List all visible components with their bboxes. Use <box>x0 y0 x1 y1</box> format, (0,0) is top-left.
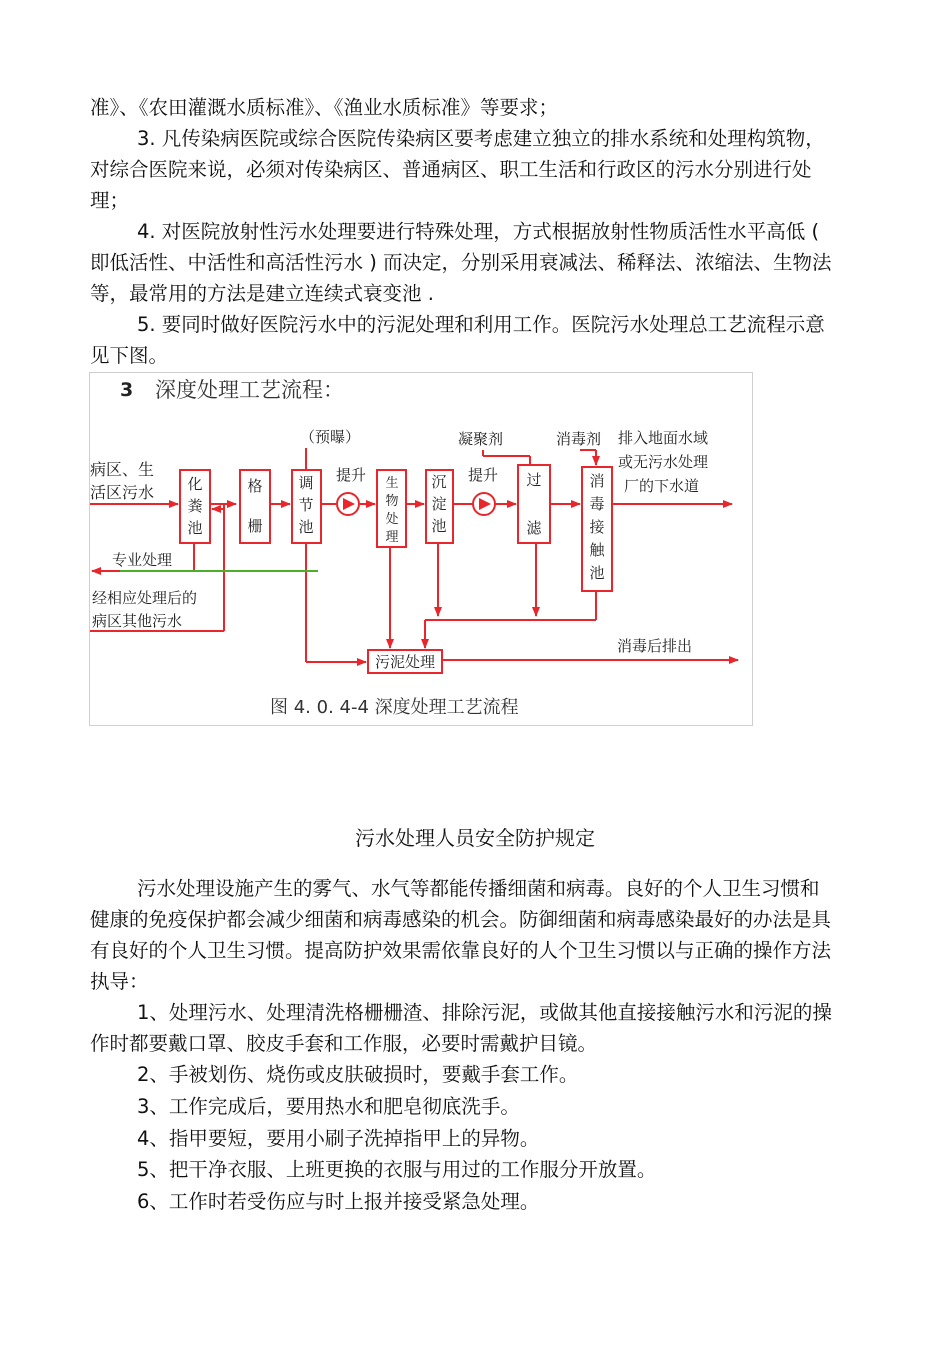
rule-1: 1、处理污水、处理清洗格栅栅渣、排除污泥，或做其他直接接触污水和污泥的操作时都要戴口罩、胶皮手套和工作服，必要时需戴护目镜。 <box>90 1001 832 1055</box>
lift-label-2: 提升 <box>468 466 499 484</box>
figure-heading: 深度处理工艺流程： <box>155 378 344 402</box>
adjust-char-2: 节 <box>298 496 314 514</box>
filter-char-2: 滤 <box>526 519 542 537</box>
disinfect-char-4: 触 <box>589 541 605 559</box>
bio-char-3: 处 <box>385 512 399 527</box>
bio-char-1: 生 <box>385 476 399 491</box>
coagulant-label: 凝聚剂 <box>458 430 504 448</box>
section-title: 污水处理人员安全防护规定 <box>355 826 595 850</box>
discharge-label-1: 排入地面水域 <box>618 429 709 447</box>
sludge-box-label: 污泥处理 <box>374 653 436 671</box>
paragraph-item-3: 3. 凡传染病医院或综合医院传染病区要考虑建立独立的排水系统和处理构筑物，对综合医院来说，必须对传染病区、普通病区、职工生活和行政区的污水分别进行处理； <box>90 127 825 212</box>
other-waste-label-2: 病区其他污水 <box>92 612 183 630</box>
rule-6: 6、工作时若受伤应与时上报并接受紧急处理。 <box>137 1190 540 1213</box>
disinfect-char-3: 接 <box>589 518 605 536</box>
grille-char-2: 栅 <box>247 517 263 535</box>
discharge-label-3: 厂的下水道 <box>624 477 700 495</box>
settle-char-1: 沉 <box>431 473 447 491</box>
paragraph-item-5: 5. 要同时做好医院污水中的污泥处理和利用工作。医院污水处理总工艺流程示意见下图。 <box>90 313 825 367</box>
special-treatment-label: 专业处理 <box>112 551 173 569</box>
lift-label-1: 提升 <box>336 466 367 484</box>
adjust-char-3: 池 <box>298 518 314 536</box>
rule-2: 2、手被划伤、烧伤或皮肤破损时，要戴手套工作。 <box>137 1063 579 1086</box>
septic-char-2: 粪 <box>187 497 203 515</box>
disinfect-char-1: 消 <box>589 472 605 490</box>
disinfectant-label: 消毒剂 <box>556 430 602 448</box>
grille-char-1: 格 <box>247 477 263 495</box>
septic-char-3: 池 <box>187 519 203 537</box>
rule-3: 3、工作完成后，要用热水和肥皂彻底洗手。 <box>137 1095 520 1118</box>
rule-4: 4、指甲要短，要用小刷子洗掉指甲上的异物。 <box>137 1127 540 1150</box>
discharge-label-2: 或无污水处理 <box>618 453 709 471</box>
text-line-1: 准》、《农田灌溉水质标准》、《渔业水质标准》等要求； <box>90 96 559 119</box>
disinfect-char-2: 毒 <box>589 495 605 513</box>
disinfect-char-5: 池 <box>589 564 605 582</box>
bio-char-2: 物 <box>385 494 399 509</box>
process-flow-figure <box>89 372 753 726</box>
settle-char-2: 淀 <box>431 495 447 513</box>
figure-heading-number: 3 <box>120 379 134 401</box>
flow-diagram <box>90 373 752 725</box>
intro-paragraph: 污水处理设施产生的雾气、水气等都能传播细菌和病毒。良好的个人卫生习惯和健康的免疫保护都会减少细菌和病毒感染的机会。防御细菌和病毒感染最好的办法是具有良好的个人卫生习惯。提高防护效果需依靠良好的人个卫生习惯以与正确的操作方法执导： <box>90 877 832 993</box>
figure-caption: 图 4. 0. 4-4 深度处理工艺流程 <box>270 697 519 718</box>
rule-5: 5、把干净衣服、上班更换的衣服与用过的工作服分开放置。 <box>137 1158 657 1181</box>
inflow-label-1: 病区、生 <box>90 460 155 479</box>
adjust-char-1: 调 <box>298 474 314 492</box>
other-waste-label-1: 经相应处理后的 <box>92 589 198 607</box>
pre-aeration-label: （预曝） <box>300 428 361 446</box>
inflow-label-2: 活区污水 <box>90 483 155 502</box>
sludge-out-label: 消毒后排出 <box>617 637 693 655</box>
filter-char-1: 过 <box>526 471 542 489</box>
settle-char-3: 池 <box>431 517 447 535</box>
paragraph-item-4: 4. 对医院放射性污水处理要进行特殊处理，方式根据放射性物质活性水平高低 ( 即低活性、中活性和高活性污水 ) 而决定，分别采用衰减法、稀释法、浓缩法、生物法等，最常用的方法是建立连续式衰变池 . <box>90 220 832 305</box>
bio-char-4: 理 <box>385 530 399 545</box>
septic-char-1: 化 <box>187 475 203 493</box>
